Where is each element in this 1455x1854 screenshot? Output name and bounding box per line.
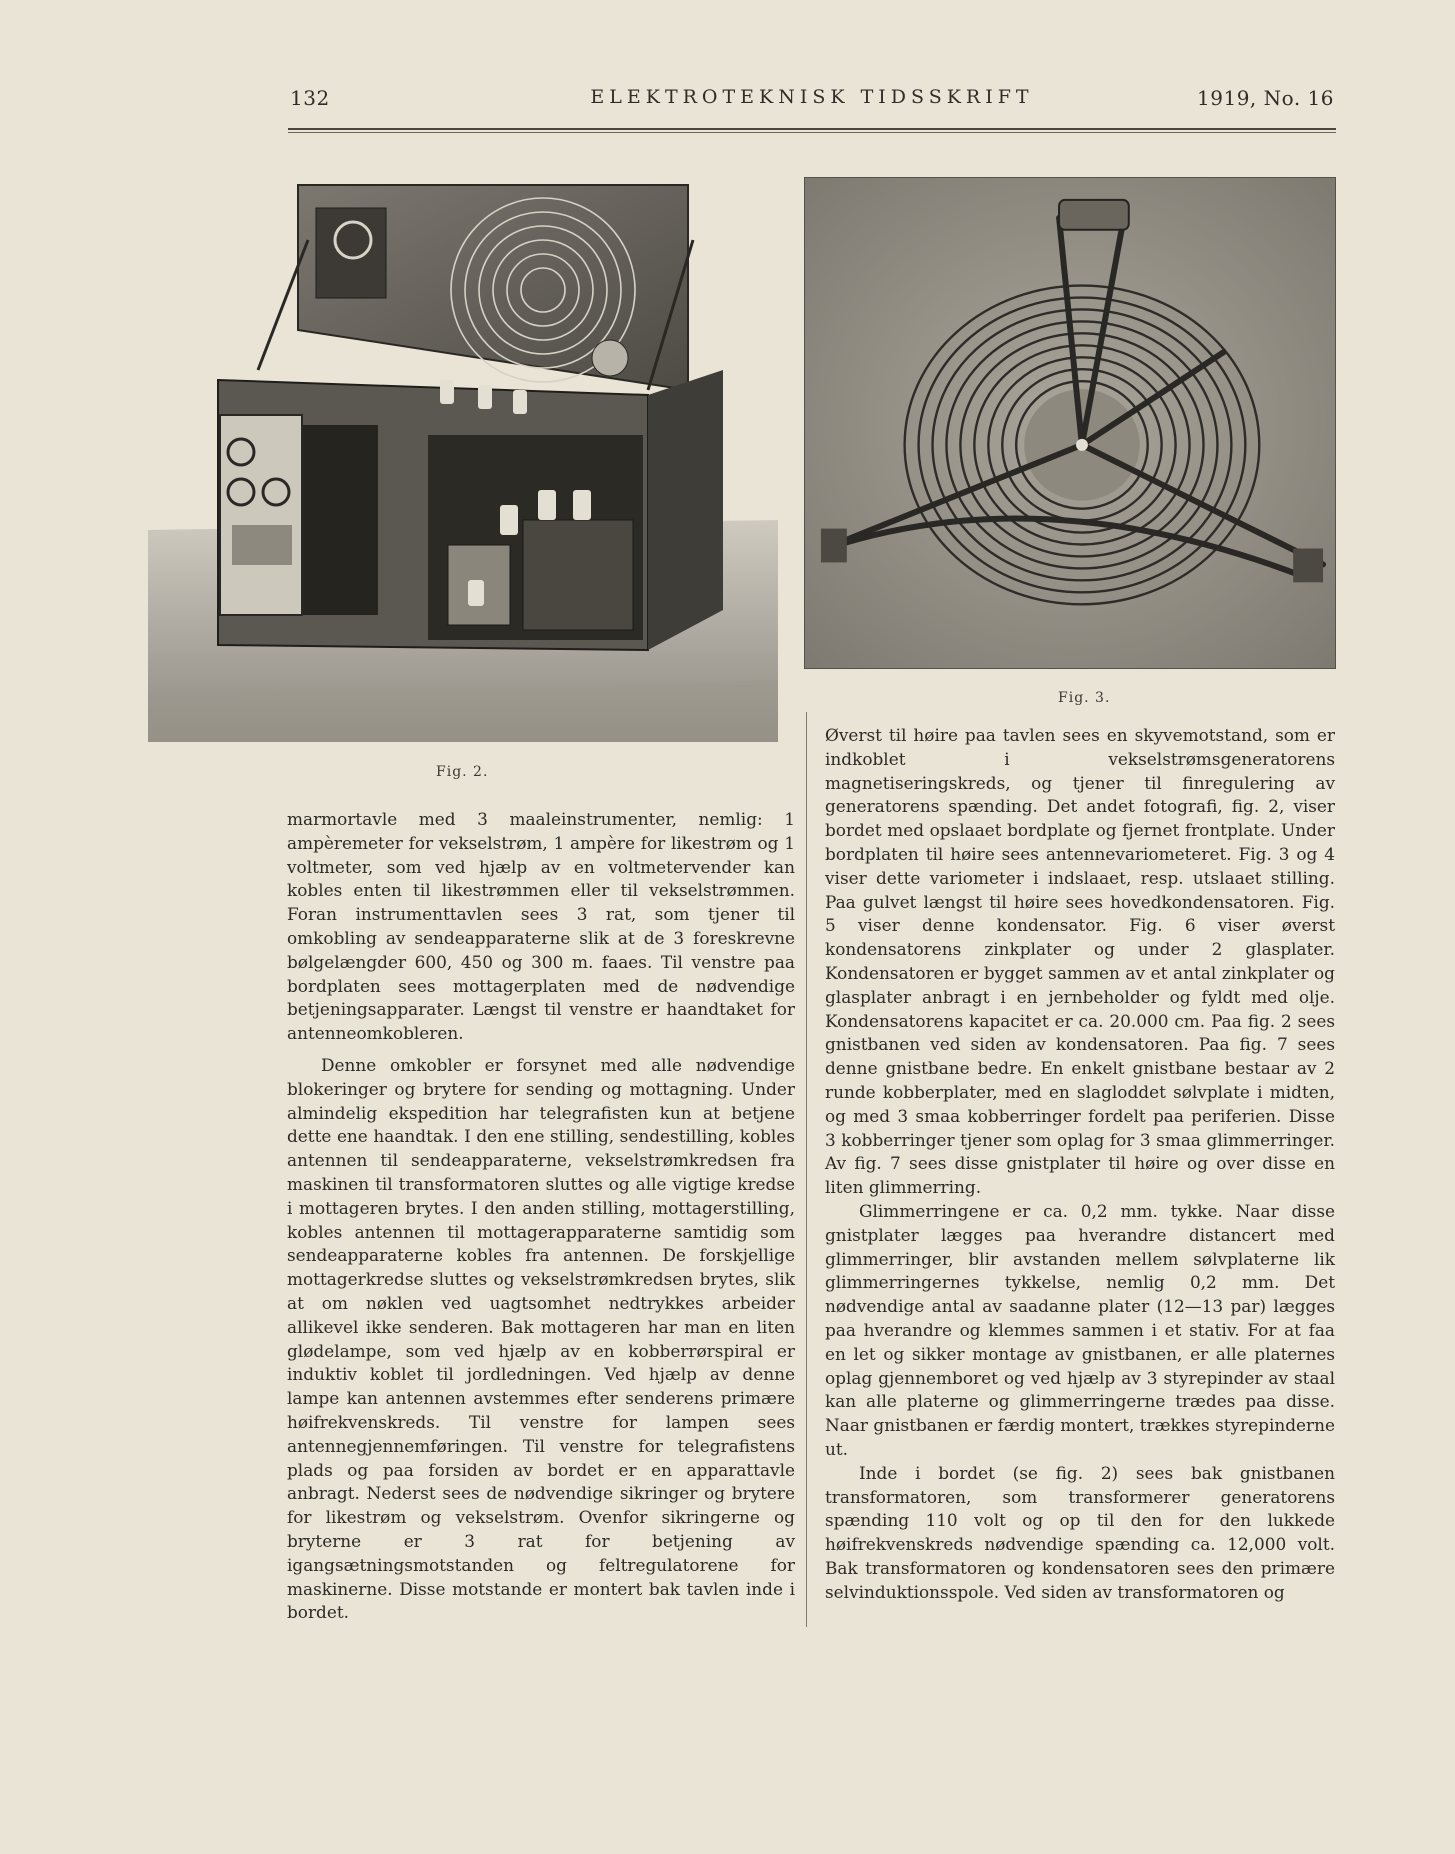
left-column <box>287 808 795 1625</box>
figure-3-photo <box>804 177 1336 669</box>
journal-title: ELEKTROTEKNISK TIDSSKRIFT <box>590 86 1034 108</box>
header-rule <box>288 128 1336 130</box>
right-paragraph-2: Glimmerringene er ca. 0,2 mm. tykke. Naar disse gnistplater lægges paa hverandre distancert med glimmerringer, blir avstanden mellem sølvplaterne lik glimmerringernes tykkelse, nemlig 0,2 mm. Det nødvendige antal av saadanne plater (12—13 par) lægges paa hverandre og klemmes sammen i et stativ. For at faa en let og sikker montage av gnistbanen, er alle platernes oplag gjennemboret og ved hjælp av 3 styrepinder av staal kan alle platerne og glimmerringerne trædes paa disse. Naar gnistbanen er færdig montert, trækkes styrepinderne ut. <box>825 1200 1335 1459</box>
right-column <box>825 724 1335 1604</box>
right-paragraph-3: Inde i bordet (se fig. 2) sees bak gnistbanen transformatoren, som transformerer generatorens spænding 110 volt og op til den for den lukkede høifrekvenskreds nødvendige spænding ca. 12,000 volt. Bak transformatoren og kondensatoren sees den primære selvinduktionsspole. Ved siden av transformatoren og <box>825 1462 1335 1602</box>
figure-3-caption: Fig. 3. <box>1058 690 1111 706</box>
column-divider <box>806 712 807 1627</box>
figure-2-photo <box>148 180 778 742</box>
header-rule-thin <box>288 132 1336 133</box>
right-paragraph-1: Øverst til høire paa tavlen sees en skyvemotstand, som er indkoblet i vekselstrømsgeneratorens magnetiseringskreds, og tjener til finregulering av generatorens spænding. Det andet fotografi, fig. 2, viser bordet med opslaaet bordplate og fjernet frontplate. Under bordplaten til høire sees antennevariometeret. Fig. 3 og 4 viser dette variometer i indslaaet, resp. utslaaet stilling. Paa gulvet længst til høire sees hovedkondensatoren. Fig. 5 viser denne kondensator. Fig. 6 viser øverst kondensatorens zinkplater og under 2 glasplater. Kondensatoren er bygget sammen av et antal zinkplater og glasplater anbragt i en jernbeholder og fyldt med olje. Kondensatorens kapacitet er ca. 20.000 cm. Paa fig. 2 sees gnistbanen ved siden av kondensatoren. Paa fig. 7 sees denne gnistbane bedre. En enkelt gnistbane bestaar av 2 runde kobberplater, med en slagloddet sølvplate i midten, og med 3 smaa kobberringer fordelt paa periferien. Disse 3 kobberringer tjener som oplag for 3 smaa glimmerringer. Av fig. 7 sees disse gnistplater til høire og over disse en liten glimmerring. <box>825 725 1335 1198</box>
figure-2-caption: Fig. 2. <box>436 764 489 780</box>
issue-number: 1919, No. 16 <box>1197 86 1334 110</box>
left-paragraph-1: marmortavle med 3 maaleinstrumenter, nemlig: 1 ampèremeter for vekselstrøm, 1 ampère for likestrøm og 1 voltmeter, som ved hjælp av en voltmetervender kan kobles enten til likestrømmen eller til vekselstrømmen. Foran instrumenttavlen sees 3 rat, som tjener til omkobling av sendeapparaterne slik at de 3 foreskrevne bølgelængder 600, 450 og 300 m. faaes. Til venstre paa bordplaten sees mottagerplaten med de nødvendige betjeningsapparater. Længst til venstre er haandtaket for antenneomkobleren. <box>287 809 795 1044</box>
page-number: 132 <box>290 86 330 110</box>
left-paragraph-2: Denne omkobler er forsynet med alle nødvendige blokeringer og brytere for sending og mottagning. Under almindelig ekspedition har telegrafisten kun at betjene dette ene haandtak. I den ene stilling, sendestilling, kobles antennen til sendeapparaterne, vekselstrømkredsen fra maskinen til transformatoren sluttes og alle vigtige kredse i mottageren brytes. I den anden stilling, mottagerstilling, kobles antennen til mottagerapparaterne samtidig som sendeapparaterne kobles fra antennen. De forskjellige mottagerkredse sluttes og vekselstrømkredsen brytes, slik at om nøklen ved uagtsomhet nedtrykkes arbeider allikevel ikke senderen. Bak mottageren har man en liten glødelampe, som ved hjælp av en kobberrørspiral er induktiv koblet til jordledningen. Ved hjælp av denne lampe kan antennen avstemmes efter senderens primære høifrekvenskreds. Til venstre for lampen sees antennegjennemføringen. Til venstre for telegrafistens plads og paa forsiden av bordet er en apparattavle anbragt. Nederst sees de nødvendige sikringer og brytere for likestrøm og vekselstrøm. Ovenfor sikringerne og bryterne er 3 rat for betjening av igangsætningsmotstanden og feltregulatorene for maskinerne. Disse motstande er montert bak tavlen inde i bordet. <box>287 1054 795 1623</box>
running-header <box>288 86 1336 120</box>
